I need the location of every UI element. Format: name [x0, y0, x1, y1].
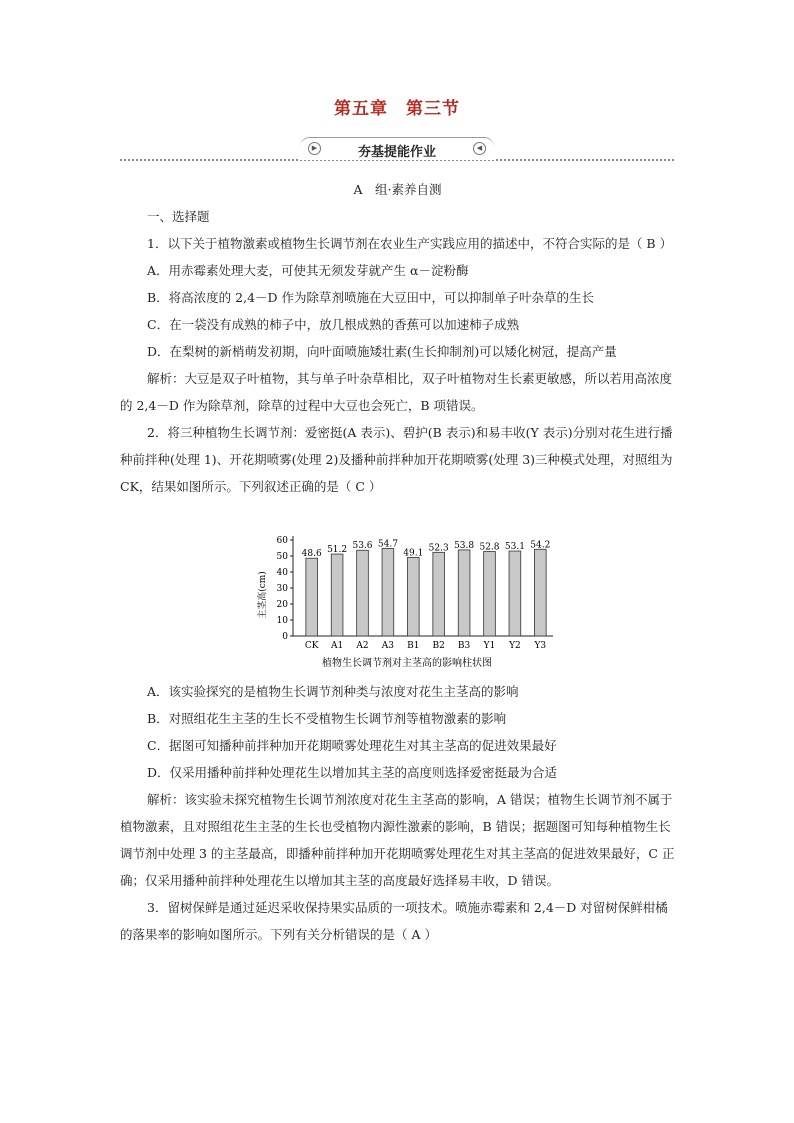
- bar-b3: [458, 550, 470, 636]
- y-tick-label: 10: [276, 616, 288, 626]
- question-1-option-b: B．将高浓度的 2,4－D 作为除草剂喷施在大豆田中，可以抑制单子叶杂草的生长: [147, 290, 595, 305]
- bar-value-label: 49.1: [403, 548, 424, 559]
- bar-y1: [484, 552, 496, 636]
- question-2-option-a: A．该实验探究的是植物生长调节剂种类与浓度对花生主茎高的影响: [147, 684, 519, 699]
- content-part-1: [120, 176, 675, 500]
- group-heading: A 组·素养自测: [353, 182, 442, 197]
- bar-value-label: 48.6: [301, 549, 322, 560]
- banner-tab: [300, 137, 494, 160]
- question-1-analysis: 解析：大豆是双子叶植物，其与单子叶杂草相比，双子叶植物对生长素更敏感，所以若用高浓度的 2,4－D 作为除草剂，除草的过程中大豆也会死亡，B 项错误。: [120, 371, 673, 413]
- play-left-icon: ◀: [473, 142, 486, 155]
- x-tick-label: A2: [356, 641, 369, 651]
- bar-value-label: 52.8: [479, 542, 500, 553]
- x-tick-label: A1: [330, 641, 344, 651]
- bar-value-label: 54.7: [377, 539, 398, 550]
- bar-b1: [407, 557, 419, 636]
- y-tick-label: 50: [276, 552, 288, 562]
- x-tick-label: Y3: [534, 641, 547, 651]
- bar-value-label: 53.8: [454, 540, 475, 551]
- x-tick-label: B2: [432, 641, 445, 651]
- question-2-option-b: B．对照组花生主茎的生长不受植物生长调节剂等植物激素的影响: [147, 711, 507, 726]
- x-tick-label: CK: [304, 641, 319, 651]
- question-2-option-c: C．据图可知播种前拌种加开花期喷雾处理花生对其主茎高的促进效果最好: [147, 738, 557, 753]
- question-2-option-d: D．仅采用播种前拌种处理花生以增加其主茎的高度则选择爱密挺最为合适: [147, 765, 558, 780]
- bar-value-label: 53.1: [504, 542, 525, 553]
- bar-b2: [433, 552, 445, 636]
- question-2-analysis: 解析：该实验未探究植物生长调节剂浓度对花生主茎高的影响，A 错误；植物生长调节剂不属于植物激素，且对照组花生主茎的生长也受植物内源性激素的影响，B 错误；据题图可知每种植物生长调节剂中处理 3 的主茎最高，即播种前拌种加开花期喷雾处理花生对其主茎高的促进效果最好，C 正确；仅采用播种前拌种处理花生以增加其主茎的高度最好选择易丰收，D 错误。: [120, 792, 675, 888]
- question-3-stem: 3．留树保鲜是通过延迟采收保持果实品质的一项技术。喷施赤霉素和 2,4－D 对留树保鲜柑橘的落果率的影响如图所示。下列有关分析错误的是（ A ）: [120, 900, 668, 942]
- chart-title: 植物生长调节剂对主茎高的影响柱状图: [322, 658, 492, 669]
- question-1-option-c: C．在一袋没有成熟的柿子中，放几根成熟的香蕉可以加速柿子成熟: [147, 317, 520, 332]
- y-tick-label: 20: [276, 600, 288, 610]
- bar-a1: [331, 554, 343, 636]
- x-axis-labels: [305, 641, 547, 651]
- bars: [302, 539, 551, 636]
- y-tick-label: 60: [276, 536, 288, 546]
- y-tick-label: 30: [276, 584, 288, 594]
- bar-value-label: 53.6: [352, 541, 373, 552]
- bar-a2: [357, 550, 369, 636]
- x-tick-label: B3: [457, 641, 471, 651]
- section-heading: 一、选择题: [147, 209, 210, 224]
- question-1-option-d: D．在梨树的新梢萌发初期，向叶面喷施矮壮素(生长抑制剂)可以矮化树冠，提高产量: [147, 344, 617, 359]
- question-2-stem: 2．将三种植物生长调节剂：爱密挺(A 表示)、碧护(B 表示)和易丰收(Y 表示)分别对花生进行播种前拌种(处理 1)、开花期喷雾(处理 2)及播种前拌种加开花期喷雾(处理 3)三种模式处理，对照组为 CK，结果如图所示。下列叙述正确的是（ C ）: [120, 425, 673, 494]
- x-tick-label: B1: [407, 641, 420, 651]
- bar-ck: [306, 558, 318, 636]
- y-axis-label: 主茎高(cm): [258, 571, 268, 619]
- play-right-icon: ▶: [308, 142, 321, 155]
- y-tick-label: 0: [282, 632, 288, 642]
- bar-value-label: 51.2: [327, 545, 348, 556]
- banner-label: 夯基提能作业: [357, 145, 436, 160]
- bar-value-label: 54.2: [530, 540, 551, 551]
- question-1-option-a: A．用赤霉素处理大麦，可使其无须发芽就产生 α－淀粉酶: [147, 263, 469, 278]
- x-tick-label: Y1: [483, 641, 496, 651]
- y-tick-label: 40: [276, 568, 288, 578]
- bar-chart: [255, 530, 555, 675]
- x-tick-label: A3: [381, 641, 395, 651]
- bar-a3: [382, 548, 394, 636]
- x-tick-label: Y2: [509, 641, 521, 651]
- bar-y2: [509, 551, 521, 636]
- bar-y3: [534, 549, 546, 636]
- question-1-stem: 1．以下关于植物激素或植物生长调节剂在农业生产实践应用的描述中，不符合实际的是（ B ）: [147, 236, 673, 251]
- content-part-2: [120, 678, 675, 948]
- section-banner: [120, 137, 674, 161]
- bar-value-label: 52.3: [428, 543, 449, 554]
- page-title: 第五章 第三节: [334, 99, 460, 119]
